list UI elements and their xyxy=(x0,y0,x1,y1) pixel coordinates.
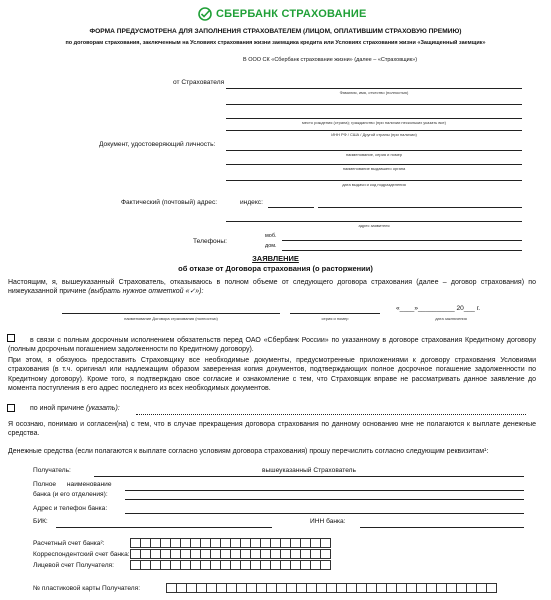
card-number-cells[interactable] xyxy=(166,583,496,593)
address-line-2[interactable] xyxy=(226,221,522,222)
postal-index-label: индекс: xyxy=(240,199,263,206)
bank-inn-label: ИНН банка: xyxy=(310,518,346,525)
digit-cell[interactable] xyxy=(320,549,331,559)
bank-name-label-2: банка (и его отделения): xyxy=(33,491,108,498)
settlement-account-cells[interactable] xyxy=(130,538,330,548)
logo xyxy=(198,6,367,22)
settlement-account-label: Расчетный счет банка²: xyxy=(33,540,105,547)
doc-date-line[interactable] xyxy=(226,180,522,181)
document-subtitle: об отказе от Договора страхования (о расторжении) xyxy=(178,264,373,273)
addressee: В ООО СК «Сбербанк страхование жизни» (далее – «Страховщик») xyxy=(243,57,418,63)
contract-name-line[interactable] xyxy=(62,313,280,314)
other-reason-specify: (указать): xyxy=(86,405,120,412)
payment-intro: Денежные средства (если полагаются к выплате согласно условиям договора страхования) прошу перечислить согласно следующим реквизитам¹: xyxy=(8,448,489,455)
intro-paragraph xyxy=(8,278,536,297)
logo-text: СБЕРБАНК СТРАХОВАНИЕ xyxy=(216,8,367,20)
bank-address-line[interactable] xyxy=(125,513,524,514)
doc-name-line[interactable] xyxy=(226,150,522,151)
bank-inn-line[interactable] xyxy=(360,527,524,528)
bank-name-label-1: Полное наименование xyxy=(33,481,112,488)
contract-date[interactable]: «____»__________ 20___ г. xyxy=(396,305,481,312)
form-scope: по договорам страхования, заключенным на Условиях страхования жизни заемщика кредита или Условиях страхования жизни «Защищенный заемщик» xyxy=(65,40,486,46)
intro-text: Настоящим, я, вышеуказанный Страхователь, отказываюсь в полном объеме от следующего договора страхования (далее – договор страхования) по нижеуказанной причине xyxy=(8,279,536,296)
contract-series-hint: серия и номер xyxy=(321,316,349,321)
correspondent-account-cells[interactable] xyxy=(130,549,330,559)
home-label: дом. xyxy=(265,243,277,249)
document-title: ЗАЯВЛЕНИЕ xyxy=(252,254,299,263)
address-hint: адрес заявителя xyxy=(358,223,390,228)
bank-name-line-2[interactable] xyxy=(125,499,524,500)
digit-cell[interactable] xyxy=(486,583,497,593)
phones-label: Телефоны: xyxy=(193,238,227,245)
mobile-label: моб. xyxy=(265,233,277,239)
postal-address-label: Фактический (почтовый) адрес: xyxy=(121,199,218,206)
acknowledgement: Я осознаю, понимаю и согласен(на) с тем, что в случае прекращения договора страхования по данному основанию мне не полагаются к выплате денежные средства. xyxy=(8,421,536,438)
other-reason-checkbox[interactable] xyxy=(7,404,15,412)
birth-line[interactable] xyxy=(226,118,522,119)
intro-instruction: (выбрать нужное отметкой «✓»): xyxy=(88,288,204,296)
doc-name-hint: наименование, серия и номер xyxy=(345,152,403,157)
bank-name-line[interactable] xyxy=(125,490,524,491)
form-purpose: ФОРМА ПРЕДУСМОТРЕНА ДЛЯ ЗАПОЛНЕНИЯ СТРАХОВАТЕЛЕМ (ЛИЦОМ, ОПЛАТИВШИМ СТРАХОВУЮ ПРЕМИЮ) xyxy=(89,28,462,35)
contract-date-hint: дата заключения xyxy=(435,316,467,321)
doc-issued-hint: наименование выдавшего органа xyxy=(342,166,406,171)
documents-obligation: При этом, я обязуюсь предоставить Страховщику все необходимые документы, предусмотренные приложениями к договору страхования Условиями страхования (в т.ч. оригинал или надлежащим образом заверенная копия документов, подтверждающих полное досрочное погашение задолженности по Кредитному договору). Кроме того, я подтверждаю свое согласие и ознакомление с тем, что Страховщик вправе не рассматривать данное заявление до момента поступления в его адрес последнего из всех необходимых документов. xyxy=(8,357,536,392)
recipient-value: вышеуказанный Страхователь xyxy=(262,467,356,474)
mobile-line[interactable] xyxy=(282,240,522,241)
other-reason-line[interactable] xyxy=(136,414,526,415)
early-repayment-text: в связи с полным досрочным исполнением обязательств перед ОАО «Сбербанк России» по указанному в договоре страхования Кредитному договору (полным досрочным погашением задолженности по Кредитному договору). xyxy=(8,337,536,354)
contract-series-line[interactable] xyxy=(290,313,380,314)
other-reason-label: по иной причине xyxy=(30,405,87,412)
bik-line[interactable] xyxy=(56,527,272,528)
postal-index-line[interactable] xyxy=(268,207,314,208)
identity-document-label: Документ, удостоверяющий личность: xyxy=(99,141,216,148)
fio-line-2[interactable] xyxy=(226,104,522,105)
doc-issued-line[interactable] xyxy=(226,164,522,165)
card-number-label: № пластиковой карты Получателя: xyxy=(33,585,141,592)
correspondent-account-label: Корреспондентский счет банка: xyxy=(33,551,130,558)
contract-name-hint: наименование Договора страхования (полностью) xyxy=(124,316,218,321)
fio-hint: Фамилия, имя, отчество (полностью) xyxy=(339,90,409,95)
digit-cell[interactable] xyxy=(320,538,331,548)
doc-date-hint: дата выдачи и код подразделения xyxy=(342,182,406,187)
recipient-label: Получатель: xyxy=(33,467,71,474)
inn-line[interactable] xyxy=(226,130,522,131)
personal-account-label: Лицевой счет Получателя: xyxy=(33,562,114,569)
bank-address-label: Адрес и телефон банка: xyxy=(33,505,108,512)
birth-hint: место рождения (страна); гражданство (при наличии нескольких указать все) xyxy=(302,120,446,125)
sberbank-logo-icon xyxy=(198,7,212,21)
recipient-line[interactable] xyxy=(94,476,524,477)
inn-hint: ИНН РФ / США / Другой страны (при наличии) xyxy=(331,132,417,137)
home-line[interactable] xyxy=(282,250,522,251)
bik-label: БИК: xyxy=(33,518,48,525)
fio-line[interactable] xyxy=(226,88,522,89)
digit-cell[interactable] xyxy=(320,560,331,570)
address-line-1[interactable] xyxy=(318,207,522,208)
from-policyholder-label: от Страхователя xyxy=(173,79,225,86)
other-reason-row xyxy=(30,405,120,412)
personal-account-cells[interactable] xyxy=(130,560,330,570)
